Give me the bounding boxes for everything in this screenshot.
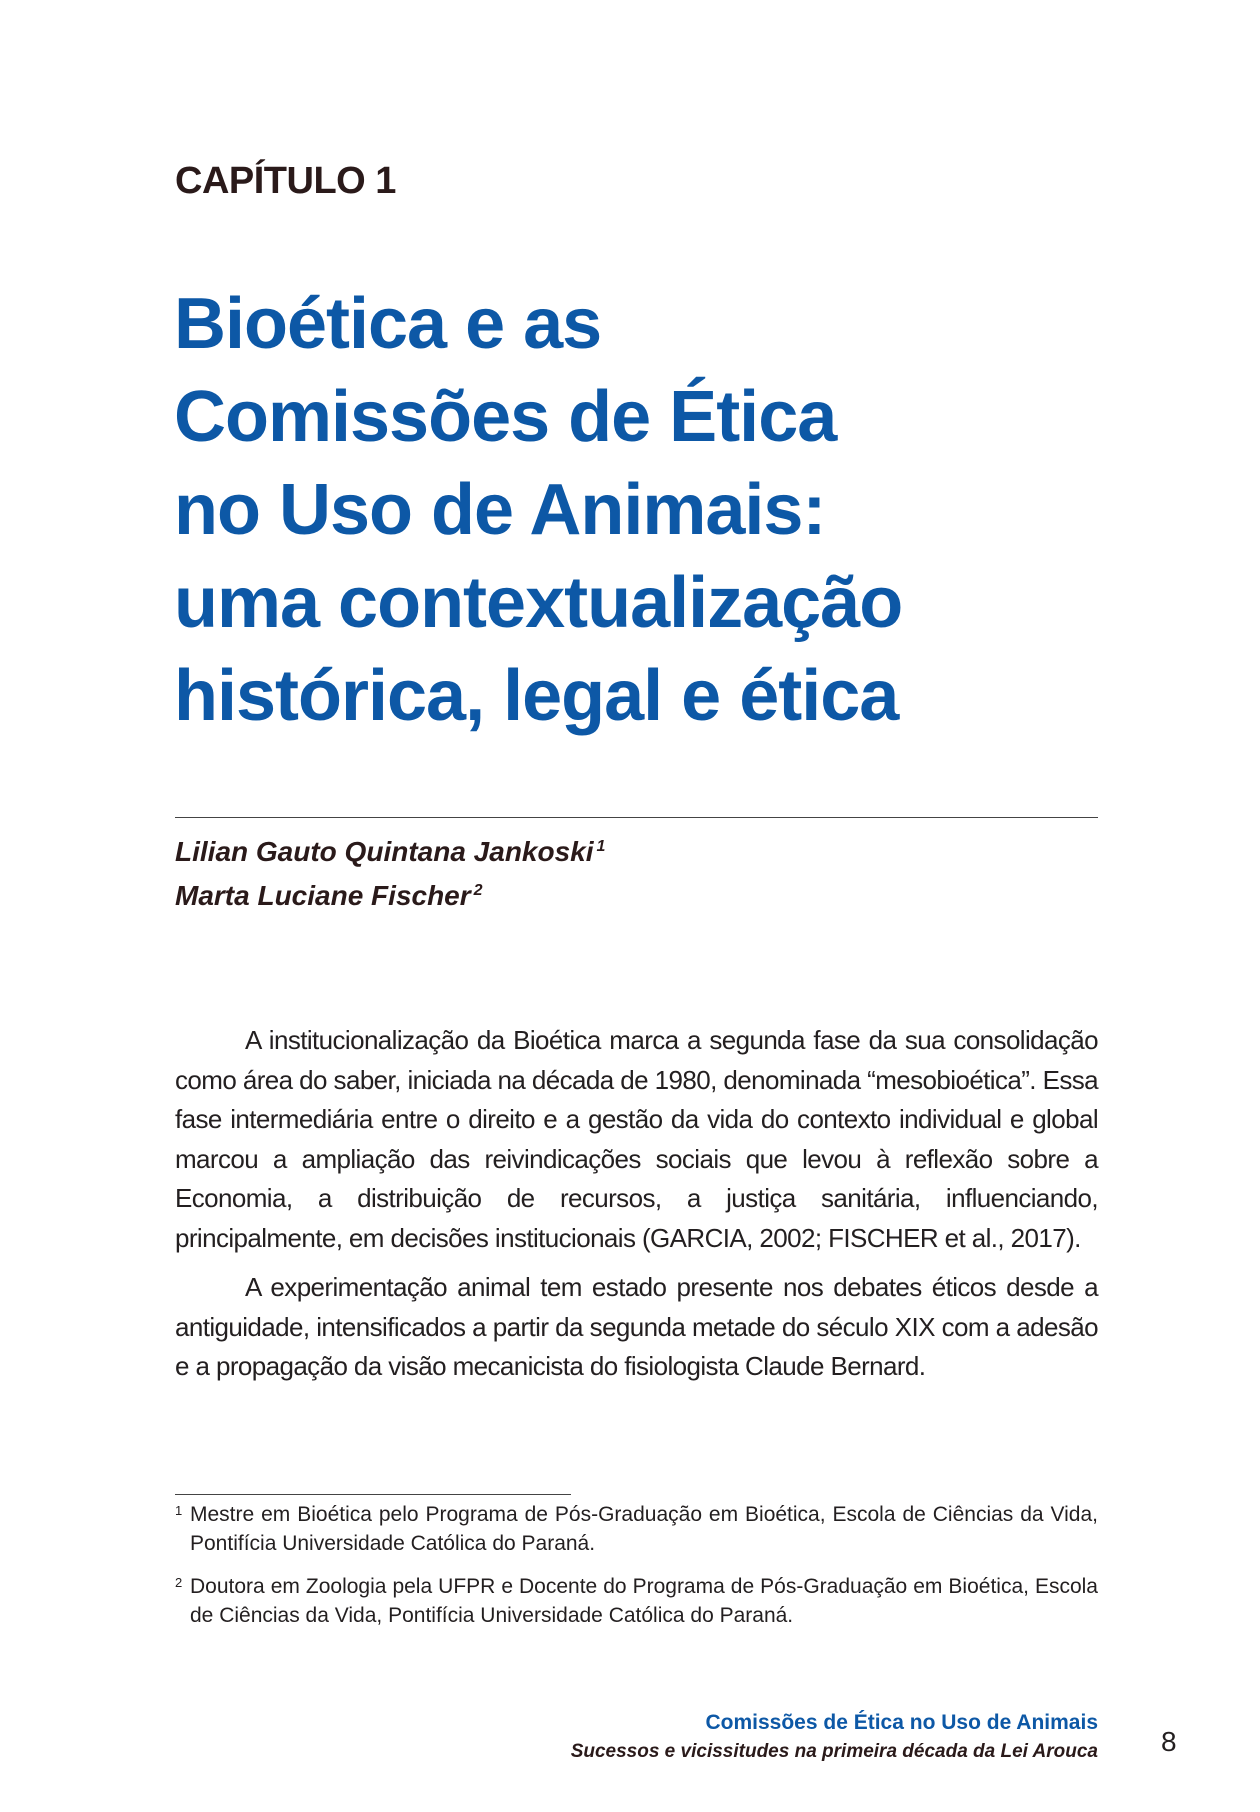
chapter-title-line: uma contextualização <box>174 563 903 643</box>
footnote <box>175 1500 1098 1558</box>
chapter-title-line: no Uso de Animais: <box>174 470 826 550</box>
footnote-number: 1 <box>175 1503 183 1518</box>
footnote-number: 2 <box>175 1575 183 1590</box>
footnote-text: Mestre em Bioética pelo Programa de Pós-Graduação em Bioética, Escola de Ciências da Vida, Pontifícia Universidade Católica do Paraná. <box>190 1503 1098 1555</box>
running-footer <box>571 1708 1098 1766</box>
footer-book-subtitle: Sucessos e vicissitudes na primeira década da Lei Arouca <box>570 1741 1098 1762</box>
footer-book-title: Comissões de Ética no Uso de Animais <box>705 1711 1098 1734</box>
footnote-divider <box>175 1494 571 1495</box>
body-text <box>175 1021 1098 1397</box>
author-name: Marta Luciane Fischer <box>175 880 471 911</box>
chapter-title-line: Bioética e as <box>174 284 602 364</box>
author-divider <box>175 817 1098 818</box>
body-paragraph: A experimentação animal tem estado presente nos debates éticos desde a antiguidade, intensificados a partir da segunda metade do século XIX com a adesão e a propagação da visão mecanicista do fisiologista Claude Bernard. <box>175 1272 1098 1381</box>
chapter-label: CAPÍTULO 1 <box>175 160 396 202</box>
page-number: 8 <box>1161 1726 1177 1757</box>
author-name: Lilian Gauto Quintana Jankoski <box>175 836 594 867</box>
chapter-title <box>174 278 1094 743</box>
chapter-title-line: histórica, legal e ética <box>174 656 899 736</box>
author-footnote-marker[interactable]: 2 <box>473 881 483 899</box>
chapter-title-line: Comissões de Ética <box>174 377 837 457</box>
footnotes <box>175 1500 1098 1644</box>
author-list <box>175 830 605 918</box>
author-line <box>175 830 605 874</box>
body-paragraph: A institucionalização da Bioética marca a segunda fase da sua consolidação como área do saber, iniciada na década de 1980, denominada “mesobioética”. Essa fase intermediária entre o direito e a gestão da vida do contexto individual e global marcou a ampliação das reivindicações sociais que levou à reflexão sobre a Economia, a distribuição de recursos, a justiça sanitária, influenciando, principalmente, em decisões institucionais (GARCIA, 2002; FISCHER et al., 2017). <box>175 1025 1098 1253</box>
author-footnote-marker[interactable]: 1 <box>596 837 606 855</box>
footnote-text: Doutora em Zoologia pela UFPR e Docente do Programa de Pós-Graduação em Bioética, Escola de Ciências da Vida, Pontifícia Universidade Católica do Paraná. <box>190 1575 1098 1627</box>
author-line <box>175 874 605 918</box>
footnote <box>175 1572 1098 1630</box>
